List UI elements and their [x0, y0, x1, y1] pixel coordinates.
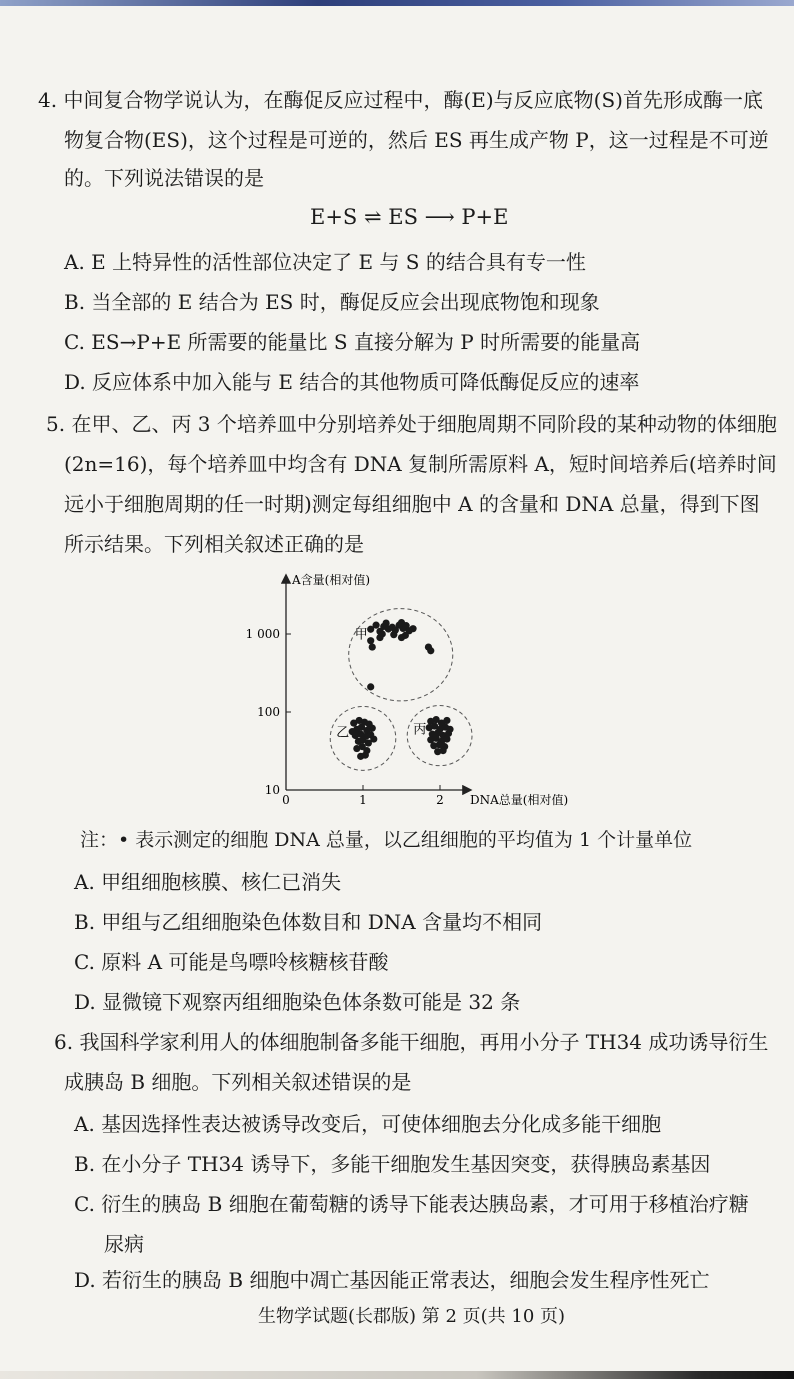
q5-stem-line-4: 所示结果。下列相关叙述正确的是	[64, 532, 364, 556]
q6-stem-line-1: 6. 我国科学家利用人的体细胞制备多能干细胞，再用小分子 TH34 成功诱导衍生	[54, 1030, 769, 1054]
data-point-jia	[369, 643, 376, 650]
y-tick-label: 1 000	[245, 627, 280, 641]
data-point-bing	[443, 717, 450, 724]
q5-option-c: C. 原料 A 可能是鸟嘌呤核糖核苷酸	[74, 950, 389, 974]
data-point-yi	[362, 752, 369, 759]
q5-stem-line-2: (2n=16)，每个培养皿中均含有 DNA 复制所需原料 A，短时间培养后(培养时间	[64, 452, 777, 476]
group-yi-label: 乙	[336, 725, 350, 741]
x-axis-label: DNA总量(相对值)	[470, 793, 569, 807]
data-point-jia	[376, 634, 383, 641]
q5-stem-line-3: 远小于细胞周期的任一时期)测定每组细胞中 A 的含量和 DNA 总量，得到下图	[64, 492, 760, 516]
q4-stem-line-2: 物复合物(ES)，这个过程是可逆的，然后 ES 再生成产物 P，这一过程是不可逆	[64, 128, 769, 152]
q6-option-b: B. 在小分子 TH34 诱导下，多能干细胞发生基因突变，获得胰岛素基因	[74, 1152, 711, 1176]
q5-option-d: D. 显微镜下观察丙组细胞染色体条数可能是 32 条	[74, 990, 521, 1014]
data-point-yi	[370, 735, 377, 742]
page-footer: 生物学试题(长郡版) 第 2 页(共 10 页)	[258, 1306, 566, 1327]
data-point-jia	[367, 683, 374, 690]
y-tick-label: 10	[264, 783, 280, 797]
q5-option-b: B. 甲组与乙组细胞染色体数目和 DNA 含量均不相同	[74, 910, 543, 934]
data-point-yi	[369, 725, 376, 732]
x-tick-label: 0	[282, 793, 290, 807]
q5-stem-line-1: 5. 在甲、乙、丙 3 个培养皿中分别培养处于细胞周期不同阶段的某种动物的体细胞	[46, 412, 777, 436]
x-tick-label: 1	[359, 793, 367, 807]
q6-option-a: A. 基因选择性表达被诱导改变后，可使体细胞去分化成多能干细胞	[74, 1112, 662, 1136]
q5-option-a: A. 甲组细胞核膜、核仁已消失	[74, 870, 342, 894]
data-point-jia	[367, 637, 374, 644]
data-point-bing	[443, 735, 450, 742]
q4-option-d: D. 反应体系中加入能与 E 结合的其他物质可降低酶促反应的速率	[64, 370, 640, 394]
q6-stem-line-2: 成胰岛 B 细胞。下列相关叙述错误的是	[64, 1070, 412, 1094]
data-point-jia	[390, 631, 397, 638]
q6-option-d: D. 若衍生的胰岛 B 细胞中凋亡基因能正常表达，细胞会发生程序性死亡	[74, 1268, 710, 1292]
group-bing-label: 丙	[413, 722, 427, 738]
data-point-jia	[398, 634, 405, 641]
y-tick-label: 100	[257, 705, 280, 719]
q6-option-c: C. 衍生的胰岛 B 细胞在葡萄糖的诱导下能表达胰岛素，才可用于移植治疗糖	[74, 1192, 749, 1216]
data-point-bing	[439, 747, 446, 754]
data-point-jia	[383, 619, 390, 626]
scatter-chart	[230, 568, 600, 816]
q4-option-a: A. E 上特异性的活性部位决定了 E 与 S 的结合具有专一性	[64, 250, 586, 274]
q4-option-b: B. 当全部的 E 结合为 ES 时，酶促反应会出现底物饱和现象	[64, 290, 600, 314]
chart-note: 注：• 表示测定的细胞 DNA 总量，以乙组细胞的平均值为 1 个计量单位	[80, 829, 693, 851]
data-point-jia	[409, 625, 416, 632]
y-axis-label: A含量(相对值)	[292, 573, 371, 587]
q4-stem-line-3: 的。下列说法错误的是	[64, 166, 264, 190]
q4-option-c: C. ES→P+E 所需要的能量比 S 直接分解为 P 时所需要的能量高	[64, 330, 641, 354]
x-tick-label: 2	[436, 793, 444, 807]
data-point-jia	[372, 622, 379, 629]
q4-stem-line-1: 4. 中间复合物学说认为，在酶促反应过程中，酶(E)与反应底物(S)首先形成酶一底	[38, 88, 763, 112]
data-point-jia	[398, 619, 405, 626]
data-point-jia	[427, 647, 434, 654]
group-jia-label: 甲	[354, 627, 368, 643]
data-point-yi	[349, 728, 356, 735]
reaction-equation: E+S ⇌ ES ⟶ P+E	[310, 205, 509, 229]
bottom-edge-strip	[0, 1371, 794, 1379]
q6-option-c-continued: 尿病	[104, 1232, 144, 1256]
